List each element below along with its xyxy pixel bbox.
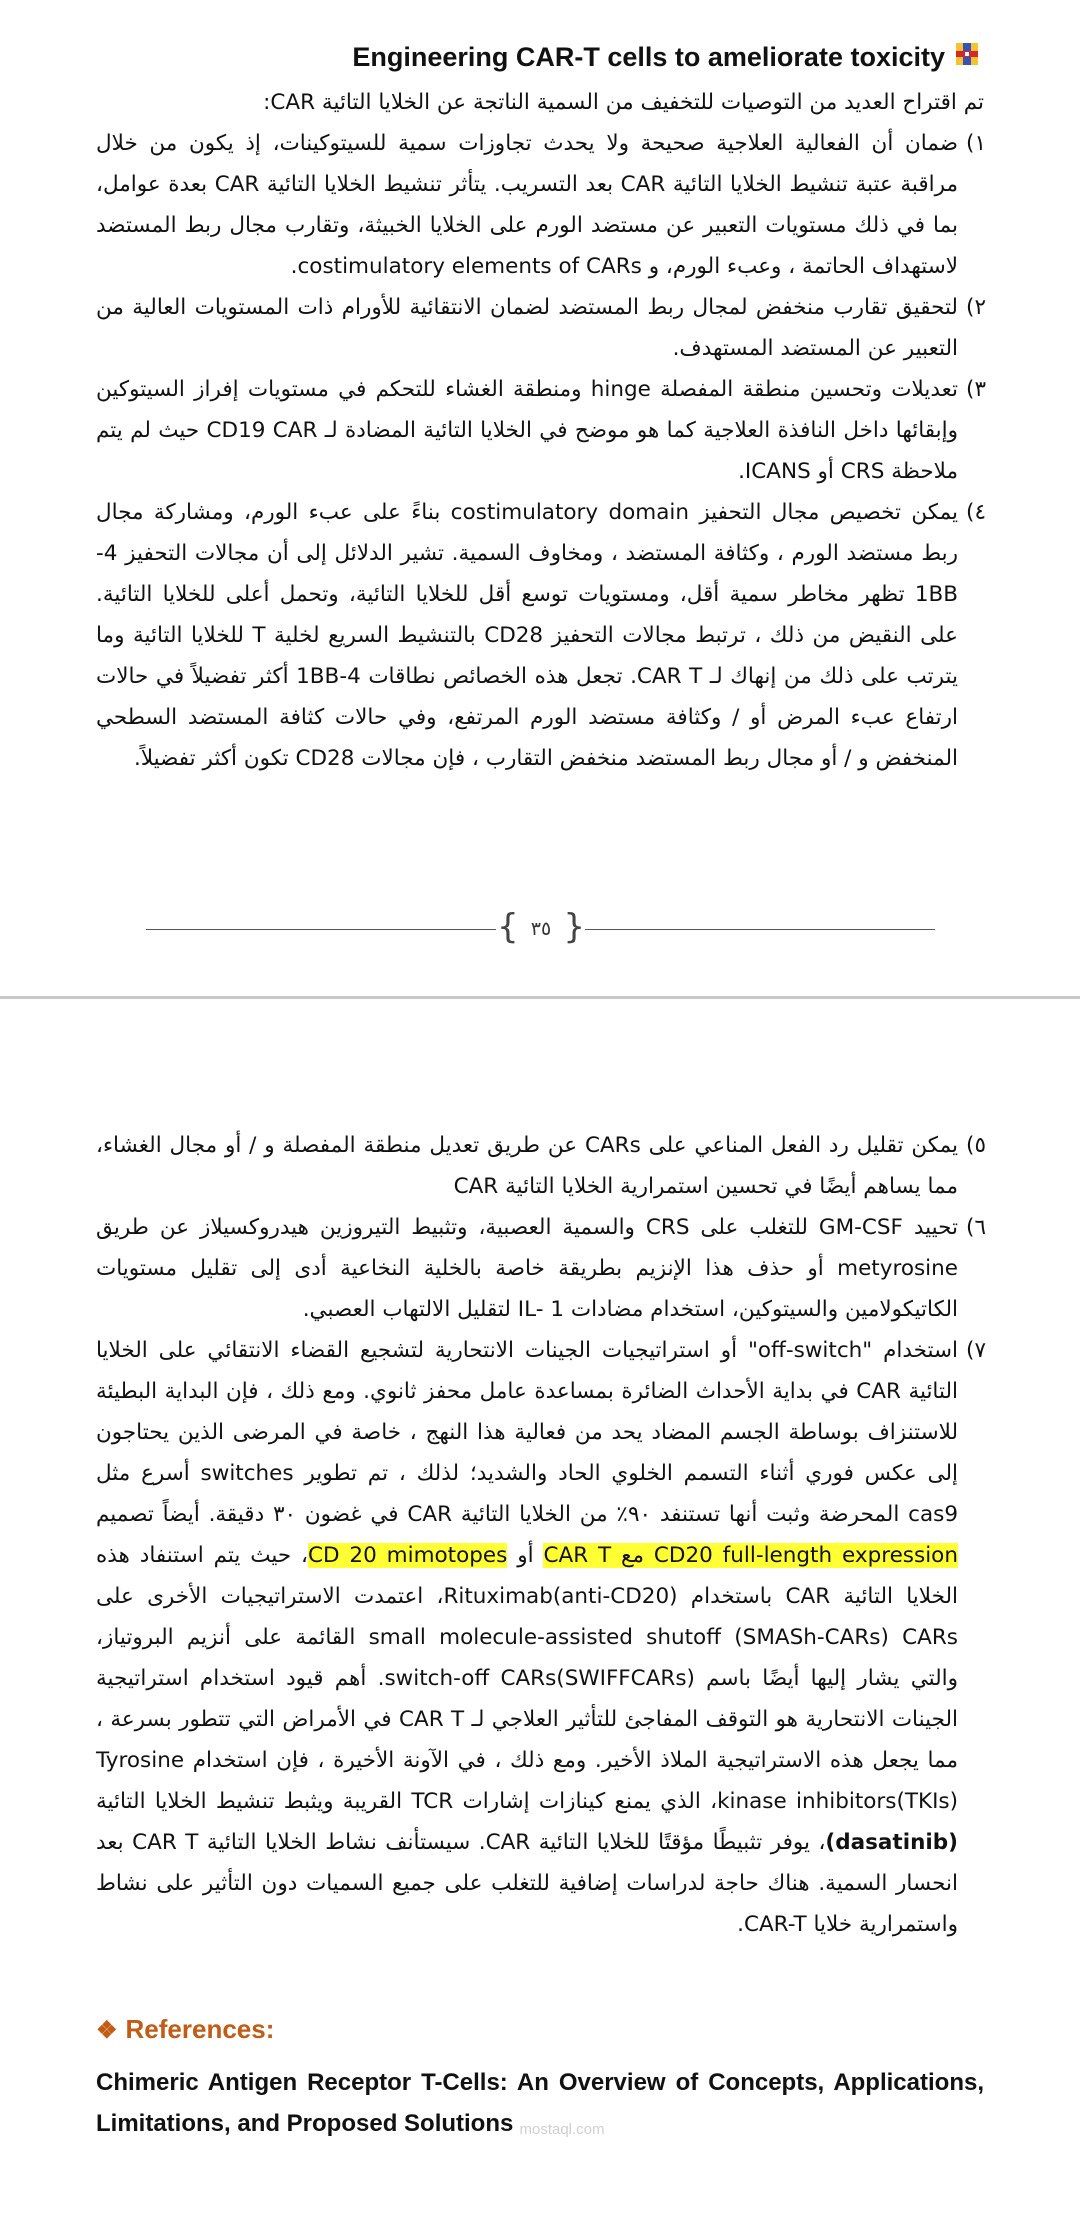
watermark: mostaql.com <box>519 2121 605 2138</box>
list-item <box>96 492 986 779</box>
item-number: ٣) <box>966 377 986 402</box>
list-item <box>96 1330 986 1945</box>
item-text: تحييد GM-CSF للتغلب على CRS والسمية العصبية، وتثبيط التيروزين هيدروكسيلاز عن طريق metyrosine أو حذف هذا الإنزيم بطريقة خاصة بالخلية النخاعية أدى إلى تقليل مستويات الكاتيكولامين والسيتوكين، استخدام مضادات IL- 1 لتقليل الالتهاب العصبي. <box>96 1215 958 1322</box>
references-heading <box>96 2014 274 2045</box>
page2-body <box>96 1125 984 1945</box>
item-text: أو <box>517 1543 534 1568</box>
diamond-bullet-icon: ❖ <box>96 2017 118 2044</box>
item-text: استخدام "off-switch" أو استراتيجيات الجينات الانتحارية لتشجيع القضاء الانتقائي على الخلايا التائية CAR في بداية الأحداث الضائرة بمساعدة عامل محفز ثانوي. ومع ذلك ، فإن البداية البطيئة للاستنزاف بوساطة الجسم المضاد يحد من فعالية هذا النهج ، خاصة في المرضى الذين يحتاجون إلى عكس فوري أثناء التسمم الخلوي الحاد والشديد؛ لذلك ، تم تطوير switches أسرع مثل cas9 المحرضة وثبت أنها تستنفد ٩٠٪ من الخلايا التائية CAR في غضون ٣٠ دقيقة. أيضاً تصميم <box>96 1338 959 1527</box>
highlighted-text: CD 20 mimotopes <box>307 1543 508 1568</box>
list-item <box>96 1207 986 1330</box>
bold-text: (dasatinib) <box>825 1830 958 1855</box>
item-text: يمكن تخصيص مجال التحفيز costimulatory domain بناءً على عبء الورم، ومشاركة مجال ربط مستضد الورم ، وكثافة المستضد ، ومخاوف السمية. تشير الدلائل إلى أن مجالات التحفيز 4-1BB تظهر مخاطر سمية أقل، ومستويات توسع أقل للخلايا التائية، وتحمل أعلى للخلايا التائية. على النقيض من ذلك ، ترتبط مجالات التحفيز CD28 بالتنشيط السريع لخلية T للخلايا التائية وما يترتب على ذلك من إنهاك لـ CAR T. تجعل هذه الخصائص نطاقات 4-1BB أكثر تفضيلاً في حالات ارتفاع عبء المرض أو / وكثافة مستضد الورم المرتفع، وفي حالات كثافة المستضد السطحي المنخفض و / أو مجال ربط المستضد منخفض التقارب ، فإن مجالات CD28 تكون أكثر تفضيلاً. <box>96 500 958 771</box>
page-separator <box>0 996 1080 999</box>
reference-title: Chimeric Antigen Receptor T-Cells: An Overview of Concepts, Applications, Limitations, and Proposed Solutions <box>96 2069 984 2137</box>
item-number: ٤) <box>966 500 986 525</box>
item-number: ٦) <box>966 1215 986 1240</box>
item-text: ضمان أن الفعالية العلاجية صحيحة ولا يحدث تجاوزات سمية للسيتوكينات، إذ يكون من خلال مراقبة عتبة تنشيط الخلايا التائية CAR بعد التسريب. يتأثر تنشيط الخلايا التائية CAR بعدة عوامل، بما في ذلك مستويات التعبير عن مستضد الورم على الخلايا الخبيثة، وتقارب مجال ربط المستضد لاستهداف الحاتمة ، وعبء الورم، و costimulatory elements of CARs. <box>96 131 958 279</box>
highlighted-text: CD20 full-length expression مع CAR T <box>543 1543 958 1568</box>
footer-divider-left <box>146 929 496 930</box>
list-item <box>96 287 986 369</box>
flag-icon <box>953 40 981 68</box>
item-number: ٧) <box>966 1338 986 1363</box>
list-item <box>96 123 986 287</box>
document-page-35 <box>0 0 1080 998</box>
item-text: ، حيث يتم استنفاد هذه الخلايا التائية CAR باستخدام Rituximab(anti-CD20)، اعتمدت الاستراتيجيات الأخرى على small molecule-assisted shutoff (SMASh-CARs) CARs القائمة على أنزيم البروتياز، والتي يشار إليها أيضًا باسم switch-off CARs(SWIFFCARs). أهم قيود استخدام استراتيجية الجينات الانتحارية هو التوقف المفاجئ للتأثير العلاجي لـ CAR T في الأمراض التي تتطور بسرعة ، مما يجعل هذه الاستراتيجية الملاذ الأخير. ومع ذلك ، في الآونة الأخيرة ، فإن استخدام Tyrosine kinase inhibitors(TKIs)، الذي يمنع كينازات إشارات TCR القريبة ويثبط تنشيط الخلايا التائية <box>96 1543 959 1814</box>
item-text: ، يوفر تثبيطًا مؤقتًا للخلايا التائية CAR. سيستأنف نشاط الخلايا التائية CAR T بعد انحسار السمية. هناك حاجة لدراسات إضافية للتغلب على جميع السميات دون التأثير على نشاط واستمرارية خلايا CAR-T. <box>96 1830 958 1937</box>
page-number-text: ٣٥ <box>530 918 552 940</box>
item-number: ١) <box>966 131 986 156</box>
item-number: ٢) <box>966 295 986 320</box>
bracket-right-icon: } <box>563 907 585 947</box>
item-text: تعديلات وتحسين منطقة المفصلة hinge ومنطقة الغشاء للتحكم في مستويات إفراز السيتوكين وإبقائها داخل النافذة العلاجية كما هو موضح في الخلايا التائية المضادة لـ CD19 CAR حيث لم يتم ملاحظة CRS أو ICANS. <box>96 377 958 484</box>
document-page-36 <box>0 1003 1080 2220</box>
item-number: ٥) <box>966 1133 986 1158</box>
list-item <box>96 369 986 492</box>
footer-divider-right <box>585 929 935 930</box>
intro-text: تم اقتراح العديد من التوصيات للتخفيف من السمية الناتجة عن الخلايا التائية CAR: <box>263 90 984 115</box>
item-text: لتحقيق تقارب منخفض لمجال ربط المستضد لضمان الانتقائية للأورام ذات المستويات العالية من التعبير عن المستضد المستهدف. <box>96 295 958 361</box>
page-number <box>497 907 585 947</box>
page-title: Engineering CAR-T cells to ameliorate toxicity <box>352 42 945 72</box>
page1-body <box>96 82 984 779</box>
bracket-left-icon: { <box>497 907 519 947</box>
references-heading-text: References: <box>125 2014 275 2044</box>
item-text: يمكن تقليل رد الفعل المناعي على CARs عن طريق تعديل منطقة المفصلة و / أو مجال الغشاء، مما يساهم أيضًا في تحسين استمرارية الخلايا التائية CAR <box>96 1133 958 1199</box>
list-item <box>96 1125 986 1207</box>
recommendations-list <box>96 123 984 779</box>
recommendations-list-continued <box>96 1125 984 1945</box>
